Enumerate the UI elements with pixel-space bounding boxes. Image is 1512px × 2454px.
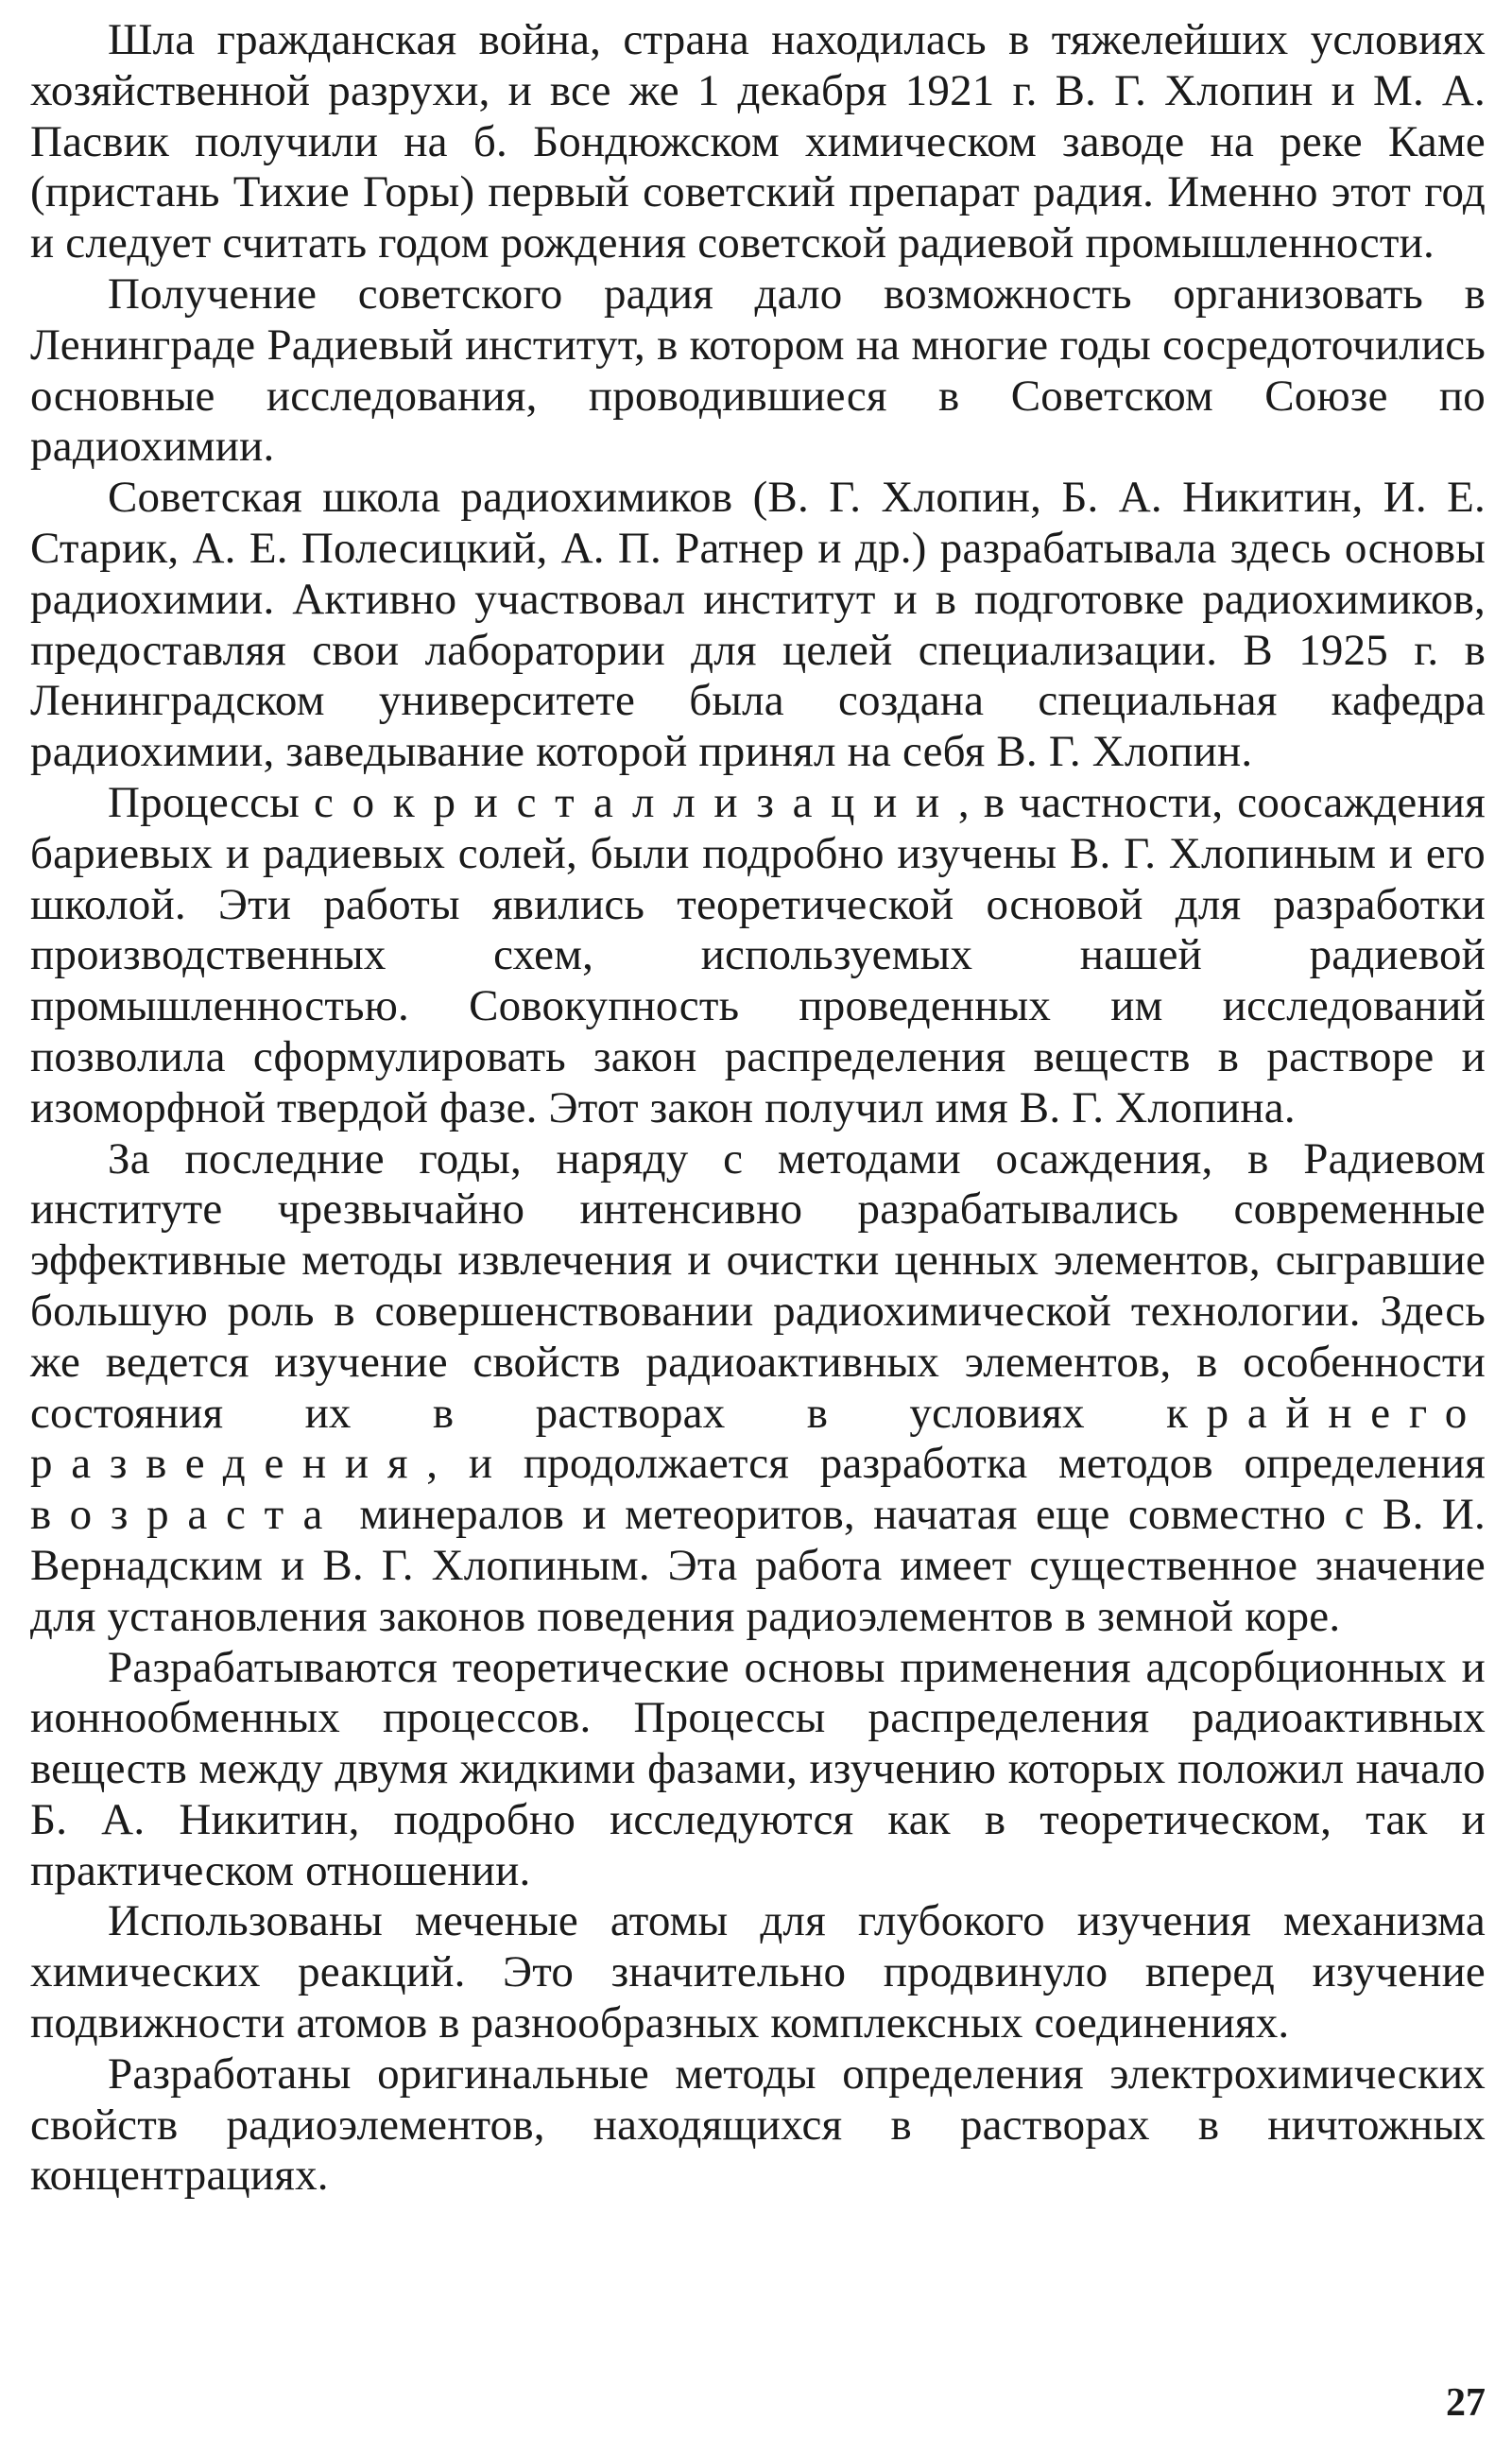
paragraph-6: [30, 1643, 1486, 1897]
paragraph-2: [30, 269, 1486, 473]
paragraph-1: [30, 15, 1486, 269]
paragraph-text: , в частности, соосаждения бариевых и радиевых солей, были подробно изучены В. Г. Хлопиным и его школой. Эти работы явились теоретической основой для разработки производственных схем, используемых нашей радиевой промышленностью. Совокупность проведенных им исследований позволила сформулировать закон распределения веществ в растворе и изоморфной твердой фазе. Этот закон получил имя В. Г. Хлопина.: [30, 777, 1486, 1132]
emphasized-term: сокристаллизации: [314, 777, 958, 827]
paragraph-text: Получение советского радия дало возможность организовать в Ленинграде Радиевый институт, в котором на многие годы сосредоточились основные исследования, проводившиеся в Советском Союзе по радиохимии.: [30, 268, 1486, 472]
paragraph-text: За последние годы, наряду с методами осаждения, в Радиевом институте чрезвычайно интенсивно разрабатывались современные эффективные методы извлечения и очистки ценных элементов, сыгравшие большую роль в совершенствовании радиохимической технологии. Здесь же ведется изучение свойств радиоактивных элементов, в особенности состояния их в растворах в условиях: [30, 1133, 1486, 1438]
emphasized-term: возраста: [30, 1490, 342, 1540]
page-body: [30, 15, 1486, 2202]
paragraph-text: , и продолжается разработка методов определения: [426, 1439, 1486, 1489]
paragraph-text: Советская школа радиохимиков (В. Г. Хлопин, Б. А. Никитин, И. Е. Старик, А. Е. Полесицкий, А. П. Ратнер и др.) разрабатывала здесь основы радиохимии. Активно участвовал институт и в подготовке радиохимиков, предоставляя свои лаборатории для целей специализации. В 1925 г. в Ленинградском университете была создана специальная кафедра радиохимии, заведывание которой принял на себя В. Г. Хлопин.: [30, 473, 1486, 777]
paragraph-text: минералов и метеоритов, начатая еще совместно с В. И. Вернадским и В. Г. Хлопиным. Эта работа имеет существенное значение для установления законов поведения радиоэлементов в земной коре.: [30, 1490, 1486, 1641]
paragraph-text: Шла гражданская война, страна находилась в тяжелейших условиях хозяйственной разрухи, и все же 1 декабря 1921 г. В. Г. Хлопин и М. А. Пасвик получили на б. Бондюжском химическом заводе на реке Каме (пристань Тихие Горы) первый советский препарат радия. Именно этот год и следует считать годом рождения советской радиевой промышленности.: [30, 15, 1486, 268]
paragraph-3: [30, 473, 1486, 778]
paragraph-text: Процессы: [108, 777, 315, 827]
paragraph-text: Разработаны оригинальные методы определения электрохимических свойств радиоэлементов, находящихся в растворах в ничтожных концентрациях.: [30, 2048, 1486, 2201]
paragraph-text: Использованы меченые атомы для глубокого изучения механизма химических реакций. Это значительно продвинуло вперед изучение подвижности атомов в разнообразных комплексных соединениях.: [30, 1896, 1486, 2048]
paragraph-4: [30, 778, 1486, 1134]
emphasized-term: крайнего разведения: [30, 1388, 1486, 1489]
paragraph-7: [30, 1896, 1486, 2048]
page-number: 27: [1446, 2381, 1486, 2425]
paragraph-5: [30, 1134, 1486, 1643]
paragraph-text: Разрабатываются теоретические основы применения адсорбционных и ионнообменных процессов. Процессы распределения радиоактивных веществ между двумя жидкими фазами, изучению которых положил начало Б. А. Никитин, подробно исследуются как в теоретическом, так и практическом отношении.: [30, 1642, 1486, 1895]
paragraph-8: [30, 2049, 1486, 2202]
